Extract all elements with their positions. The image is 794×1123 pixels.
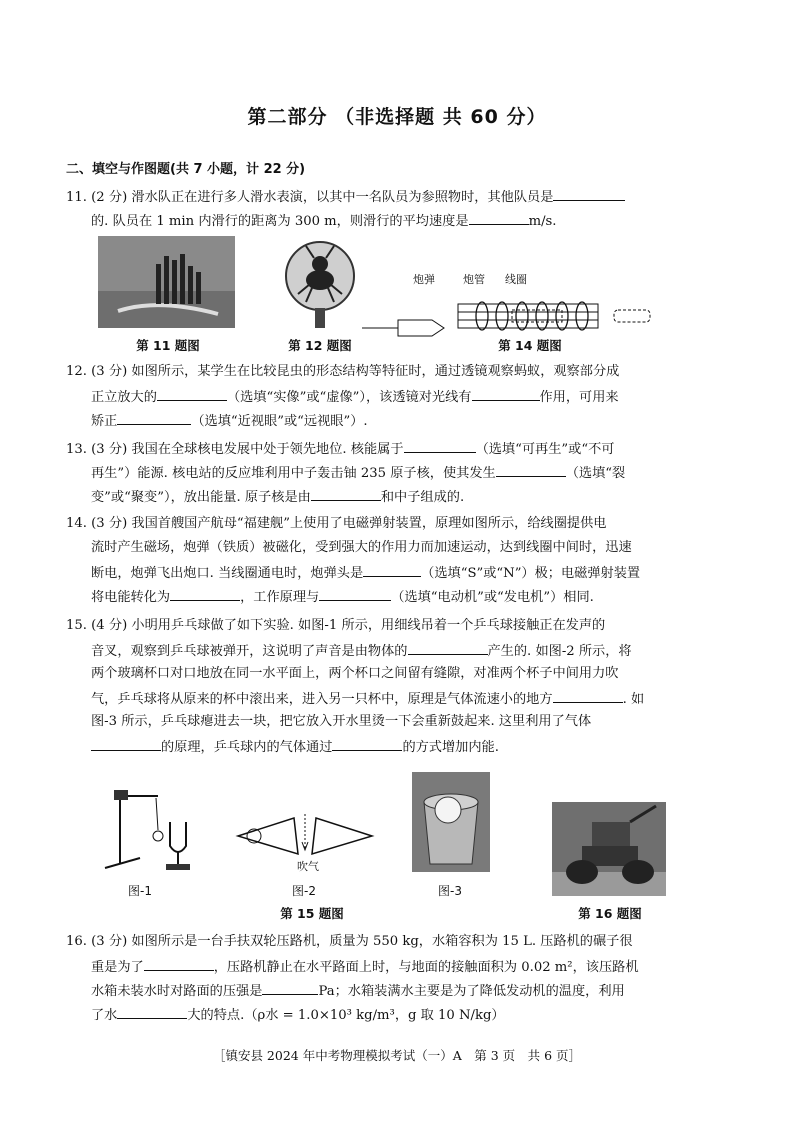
q15-blank-2[interactable] <box>553 688 623 703</box>
q13-text-1a: 13. (3 分) 我国在全球核电发展中处于领先地位. 核能属于 <box>66 442 404 457</box>
q15-blank-4[interactable] <box>332 736 402 751</box>
q15-text-6a: 的原理，乒乓球内的气体通过 <box>161 740 333 755</box>
q15-line2 <box>91 640 761 662</box>
q12-text-2a: 正立放大的 <box>91 390 157 405</box>
q16-text-2a: 重是为了 <box>91 960 144 975</box>
q13-text-3b: 和中子组成的. <box>380 490 465 505</box>
fig15-3-caption: 图-3 <box>438 884 462 898</box>
q12-blank-1[interactable] <box>157 386 227 401</box>
part-title: 第二部分 （非选择题 共 60 分） <box>247 106 547 128</box>
q16-text-3b: Pa；水箱装满水主要是为了降低发动机的温度，利用 <box>318 984 625 999</box>
q14-blank-1[interactable] <box>363 562 421 577</box>
fig15-1-tuning-fork <box>100 784 200 874</box>
q15-line6 <box>91 736 761 758</box>
q16-text-2b: ，压路机静止在水平路面上时，与地面的接触面积为 0.02 m²，该压路机 <box>213 960 639 975</box>
q11-text-2: 的. 队员在 1 min 内滑行的距离为 300 m，则滑行的平均速度是 <box>91 214 469 229</box>
fig15-caption: 第 15 题图 <box>280 906 344 921</box>
q15-text-6b: 的方式增加内能. <box>402 740 499 755</box>
q15-text-1: 15. (4 分) 小明用乒乓球做了如下实验. 如图-1 所示，用细线吊着一个乒乓球接触正在发声的 <box>66 618 606 633</box>
q16-line4 <box>91 1004 761 1026</box>
q14-text-3a: 断电，炮弹飞出炮口. 当线圈通电时，炮弹头是 <box>91 566 364 581</box>
section-heading: 二、填空与作图题(共 7 小题，计 22 分) <box>66 162 306 177</box>
q13-text-1b: （选填“可再生”或“不可 <box>475 442 615 457</box>
q13-blank-2[interactable] <box>496 462 566 477</box>
q12-blank-3[interactable] <box>117 410 191 425</box>
q16-line3 <box>91 980 761 1002</box>
q14-text-4a: 将电能转化为 <box>91 590 171 605</box>
q15-text-2a: 音叉，观察到乒乓球被弹开，这说明了声音是由物体的 <box>91 644 408 659</box>
q12-text-3b: （选填“近视眼”或“远视眼”）. <box>191 414 368 429</box>
fig15-2-caption: 图-2 <box>292 884 316 898</box>
q15-blank-1[interactable] <box>408 640 488 655</box>
q12-text-3a: 矫正 <box>91 414 118 429</box>
q14-line4 <box>91 586 761 608</box>
q14-line3 <box>91 562 761 584</box>
q13-blank-3[interactable] <box>311 486 381 501</box>
fig15-3-cup-photo <box>412 772 490 872</box>
q14-blank-2[interactable] <box>170 586 240 601</box>
fig12-magnifier-ant <box>280 238 360 330</box>
q14-text-4b: ，工作原理与 <box>240 590 320 605</box>
q13-line1 <box>66 438 736 460</box>
q16-blank-3[interactable] <box>117 1004 187 1019</box>
fig11-waterski-photo <box>98 236 235 328</box>
fig15-2-cups-diagram <box>234 812 376 858</box>
q15-line1 <box>66 616 736 636</box>
q14-text-4c: （选填“电动机”或“发电机”）相同. <box>391 590 594 605</box>
q11-blank-2[interactable] <box>469 210 529 225</box>
q15-line5 <box>91 712 761 732</box>
q11-unit: m/s. <box>528 214 557 229</box>
fig16-caption: 第 16 题图 <box>578 906 642 921</box>
q15-text-3: 两个玻璃杯口对口地放在同一水平面上，两个杯口之间留有缝隙，对准两个杯子中间用力吹 <box>91 666 619 681</box>
q15-line3 <box>91 664 761 684</box>
q16-blank-2[interactable] <box>262 980 318 995</box>
q14-blank-3[interactable] <box>319 586 391 601</box>
q12-text-1: 12. (3 分) 如图所示，某学生在比较昆虫的形态结构等特征时，通过透镜观察蚂蚁，观察部分成 <box>66 364 620 379</box>
q15-text-4a: 气，乒乓球将从原来的杯中滚出来，进入另一只杯中，原理是气体流速小的地方 <box>91 692 553 707</box>
q15-line4 <box>91 688 761 710</box>
q14-text-2: 流时产生磁场，炮弹（铁质）被磁化，受到强大的作用力而加速运动，达到线圈中间时，迅速 <box>91 540 632 555</box>
q14-text-1: 14. (3 分) 我国首艘国产航母“福建舰”上使用了电磁弹射装置，原理如图所示，给线圈提供电 <box>66 516 607 531</box>
q13-text-2b: （选填“裂 <box>565 466 626 481</box>
q11-line2 <box>91 210 761 232</box>
q16-text-3a: 水箱未装水时对路面的压强是 <box>91 984 263 999</box>
q12-blank-2[interactable] <box>472 386 540 401</box>
q15-text-2b: 产生的. 如图-2 所示，将 <box>487 644 632 659</box>
q14-text-3b: （选填“S”或“N”）极；电磁弹射装置 <box>421 566 641 581</box>
fig14-caption: 第 14 题图 <box>498 338 562 353</box>
fig16-roller-photo <box>552 802 666 896</box>
q12-text-2b: （选填“实像”或“虚像”），该透镜对光线有 <box>226 390 472 405</box>
q15-blank-3[interactable] <box>91 736 161 751</box>
fig14-label-barrel: 炮管 <box>463 273 485 286</box>
fig14-coilgun-diagram <box>362 282 662 338</box>
q12-line1 <box>66 362 736 382</box>
fig15-1-caption: 图-1 <box>128 884 152 898</box>
page-footer: ［镇安县 2024 年中考物理模拟考试（一）A 第 3 页 共 6 页］ <box>212 1048 582 1063</box>
q12-line2 <box>91 386 761 408</box>
q16-line2 <box>91 956 761 978</box>
q12-line3 <box>91 410 761 432</box>
q13-blank-1[interactable] <box>404 438 476 453</box>
q13-text-2a: 再生”）能源. 核电站的反应堆利用中子轰击铀 235 原子核，使其发生 <box>91 466 496 481</box>
q16-line1 <box>66 932 736 952</box>
q13-line2 <box>91 462 761 484</box>
fig14-label-shell: 炮弹 <box>413 273 435 286</box>
q14-line1 <box>66 514 736 534</box>
q12-text-2c: 作用，可用来 <box>539 390 619 405</box>
q14-line2 <box>91 538 761 558</box>
q11-line1 <box>66 186 736 208</box>
q16-text-4a: 了水 <box>91 1008 118 1023</box>
q16-text-1: 16. (3 分) 如图所示是一台手扶双轮压路机，质量为 550 kg，水箱容积为 15 L. 压路机的碾子很 <box>66 934 633 949</box>
fig14-label-coil: 线圈 <box>505 273 527 286</box>
q13-text-3a: 变”或“聚变”），放出能量. 原子核是由 <box>91 490 311 505</box>
q11-text-1: 11. (2 分) 滑水队正在进行多人滑水表演，以其中一名队员为参照物时，其他队员是 <box>66 190 554 205</box>
fig12-caption: 第 12 题图 <box>288 338 352 353</box>
q16-blank-1[interactable] <box>144 956 214 971</box>
q15-text-5: 图-3 所示，乒乓球瘪进去一块，把它放入开水里烫一下会重新鼓起来. 这里利用了气体 <box>91 714 592 729</box>
fig11-caption: 第 11 题图 <box>136 338 200 353</box>
q13-line3 <box>91 486 761 508</box>
q15-text-4b: . 如 <box>622 692 645 707</box>
q11-blank-1[interactable] <box>553 186 625 201</box>
q16-text-4b: 大的特点.（ρ水 = 1.0×10³ kg/m³，g 取 10 N/kg） <box>187 1008 505 1023</box>
fig15-2-blow-label: 吹气 <box>297 860 319 873</box>
